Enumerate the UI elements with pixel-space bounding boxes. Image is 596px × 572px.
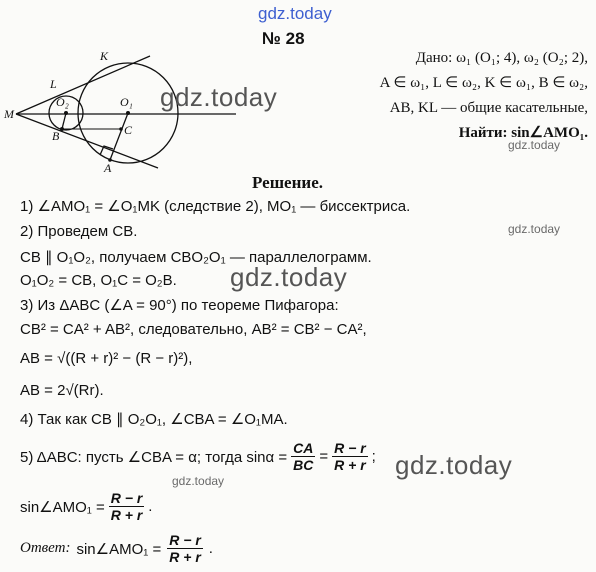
watermark-small-3: gdz.today <box>172 474 225 488</box>
segment-o2b <box>62 113 66 129</box>
answer-num: R − r <box>169 532 201 548</box>
given-line2: A ∈ ω₁, L ∈ ω₂, K ∈ ω₁, B ∈ ω₂, <box>379 75 588 91</box>
result-end: . <box>148 498 153 515</box>
label-a: A <box>104 161 112 175</box>
step5-frac2-num: R − r <box>334 440 366 456</box>
step5-eq: = <box>319 448 329 465</box>
step3d: AB = 2√(Rr). <box>20 382 104 399</box>
step5 <box>20 440 376 473</box>
step1: 1) ∠AMO₁ = ∠O₁MK (следствие 2), MO₁ — биссектриса. <box>20 198 411 215</box>
given-line1: Дано: ω₁ (O₁; 4), ω₂ (O₂; 2), <box>415 50 588 66</box>
step4: 4) Так как CB ∥ O₂O₁, ∠CBA = ∠O₁MA. <box>20 411 288 428</box>
step5-fraction-1 <box>291 440 315 473</box>
step2a: 2) Проведем CB. <box>20 223 138 240</box>
watermark-small-1: gdz.today <box>508 138 561 152</box>
tangent-ma <box>16 114 158 168</box>
step3a: 3) Из ΔABC (∠A = 90°) по теореме Пифагора: <box>20 297 339 314</box>
step5-end: ; <box>371 448 376 465</box>
label-l: L <box>50 77 57 91</box>
label-k: K <box>100 49 109 63</box>
result-num: R − r <box>110 490 143 506</box>
solution-heading: Решение. <box>252 173 323 192</box>
answer-den: R + r <box>169 549 201 565</box>
watermark-small-2: gdz.today <box>508 222 561 236</box>
answer-line <box>20 532 213 565</box>
watermark-top: gdz.today <box>258 4 332 23</box>
given-block <box>380 46 588 146</box>
geometry-figure <box>0 48 250 178</box>
step5-frac2-den: R + r <box>334 457 366 473</box>
find-line: Найти: sin∠AMO₁. <box>458 125 588 141</box>
result-den: R + r <box>110 507 143 523</box>
label-m: M <box>4 107 14 121</box>
step5-frac1-num: CA <box>293 440 314 456</box>
answer-end: . <box>208 540 213 557</box>
step3c: AB = √((R + r)² − (R − r)²), <box>20 350 193 367</box>
step2b: CB ∥ O₁O₂, получаем CBO₂O₁ — параллелограмм. <box>20 249 372 266</box>
label-b: B <box>52 129 60 143</box>
label-o2: O₂ <box>56 95 69 109</box>
result-prefix: sin∠AMO₁ = <box>20 498 105 516</box>
step5-frac1-den: BC <box>293 457 314 473</box>
watermark-big-1: gdz.today <box>160 82 278 112</box>
step3b: CB² = CA² + AB², следовательно, AB² = CB² − CA², <box>20 321 367 338</box>
watermark-big-3: gdz.today <box>395 450 513 480</box>
result-fraction <box>109 490 145 523</box>
label-c: C <box>124 123 133 137</box>
answer-label: Ответ: <box>20 540 71 556</box>
answer-fraction <box>167 532 203 565</box>
given-line3: AB, KL — общие касательные, <box>389 100 588 116</box>
result-line <box>20 490 152 523</box>
watermark-big-2: gdz.today <box>230 262 348 292</box>
step5-fraction-2 <box>332 440 368 473</box>
label-o1: O₁ <box>120 95 133 109</box>
answer-prefix: sin∠AMO₁ = <box>76 540 162 558</box>
problem-number: № 28 <box>262 29 305 48</box>
step5-prefix: 5) ΔABC: пусть ∠CBA = α; тогда sinα = <box>20 448 288 466</box>
step2c: O₁O₂ = CB, O₁C = O₂B. <box>20 272 177 289</box>
